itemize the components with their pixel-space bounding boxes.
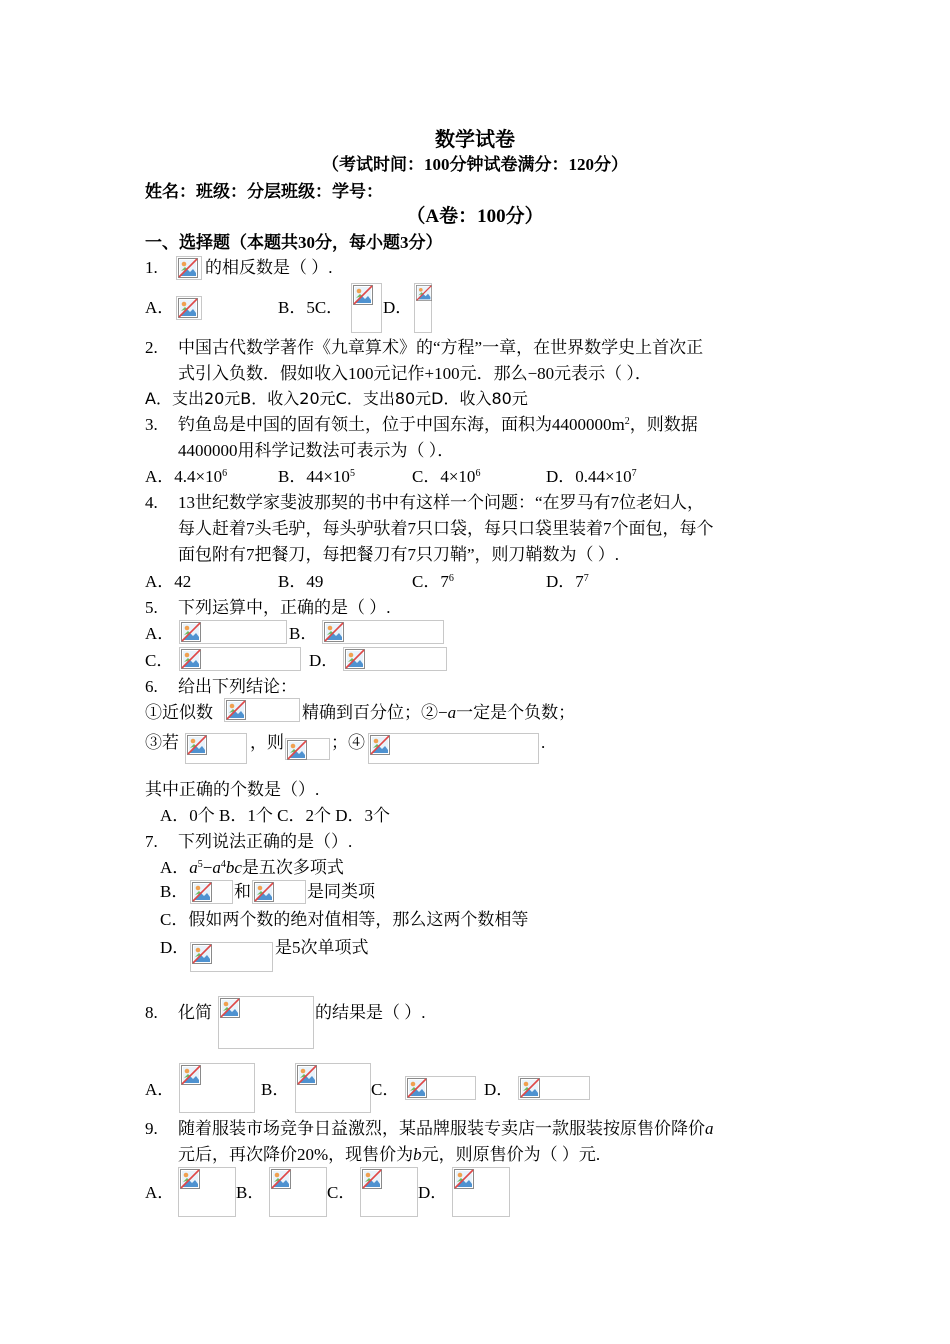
option-a: A．	[145, 298, 175, 317]
formula-image	[224, 698, 300, 722]
volume-heading: （A卷：100分）	[406, 206, 544, 227]
formula-image	[405, 1076, 476, 1100]
page-title: 数学试卷	[435, 129, 515, 151]
options-line: A．支出20元B．收入20元C．支出80元D．收入80元	[145, 389, 528, 408]
formula-image	[190, 880, 233, 904]
formula-image	[414, 283, 432, 333]
option-c: C．假如两个数的绝对值相等，那么这两个数相等	[160, 910, 529, 929]
statement-1-suffix: 精确到百分位；②−a一定是个负数；	[302, 703, 576, 722]
option-a: A．$a^5-a^4bc$是五次多项式	[160, 858, 344, 877]
option-d: D．$0.44\times 10^7$	[546, 467, 637, 486]
student-info: 姓名：班级：分层班级：学号：	[145, 182, 383, 201]
option-a: A．$4.4\times 10^6$	[145, 467, 228, 486]
question-number: 9.	[145, 1119, 158, 1138]
formula-image	[179, 1063, 255, 1113]
question-stem-line: 4400000用科学记数法可表示为（ ）．	[178, 441, 455, 460]
question-prompt: 其中正确的个数是（）.	[145, 780, 320, 799]
question-number: 8.	[145, 1003, 158, 1022]
question-stem-suffix: 的结果是（ ）.	[315, 1003, 426, 1022]
option-d: D．$7^7$	[546, 572, 589, 591]
broken-image-icon	[454, 1169, 474, 1189]
formula-image	[285, 738, 330, 760]
formula-image	[322, 620, 444, 644]
formula-image	[518, 1076, 590, 1100]
section-heading: 一、选择题（本题共30分，每小题3分）	[145, 233, 443, 252]
formula-image	[176, 256, 202, 280]
question-stem-line: 中国古代数学著作《九章算术》的“方程”一章，在世界数学史上首次正	[178, 338, 704, 357]
question-number: 4.	[145, 493, 158, 512]
formula-image	[176, 296, 202, 320]
option-b: B．49	[278, 572, 324, 591]
formula-image	[269, 1167, 327, 1217]
broken-image-icon	[407, 1078, 427, 1098]
broken-image-icon	[178, 258, 198, 278]
broken-image-icon	[254, 882, 274, 902]
option-c: C．	[371, 1080, 400, 1099]
option-a: A．	[145, 1080, 175, 1099]
formula-image	[178, 1167, 236, 1217]
question-number: 3.	[145, 415, 158, 434]
formula-image	[190, 942, 273, 972]
broken-image-icon	[297, 1065, 317, 1085]
formula-image	[368, 733, 539, 764]
broken-image-icon	[324, 622, 344, 642]
option-a: A．	[145, 1183, 175, 1202]
question-stem-line: 面包附有7把餐刀，每把餐刀有7只刀鞘”，则刀鞘数为（ ）.	[178, 545, 620, 564]
statement-3-prefix: ③若	[145, 733, 179, 752]
option-b: B．	[289, 624, 318, 643]
broken-image-icon	[287, 740, 307, 760]
broken-image-icon	[192, 944, 212, 964]
question-number: 1.	[145, 258, 158, 277]
broken-image-icon	[181, 622, 201, 642]
question-stem-line: 每人赶着7头毛驴，每头驴驮着7只口袋，每只口袋里装着7个面包，每个	[178, 519, 714, 538]
broken-image-icon	[178, 298, 198, 318]
option-b-and: 和	[234, 882, 251, 901]
exam-subtitle: （考试时间：100分钟试卷满分：120分）	[322, 155, 628, 174]
broken-image-icon	[271, 1169, 291, 1189]
option-b: B．	[261, 1080, 290, 1099]
option-d: D．	[309, 651, 339, 670]
question-number: 5.	[145, 598, 158, 617]
option-d: D．	[418, 1183, 448, 1202]
option-b: B．$44\times 10^5$	[278, 467, 355, 486]
option-b: B．	[236, 1183, 265, 1202]
formula-image	[295, 1063, 371, 1113]
broken-image-icon	[520, 1078, 540, 1098]
broken-image-icon	[226, 700, 246, 720]
question-stem-line: 元后，再次降价20%，现售价为b元，则原售价为（ ）元.	[178, 1145, 601, 1164]
option-c: C．	[327, 1183, 356, 1202]
option-c: C．$7^6$	[412, 572, 454, 591]
statement-1-prefix: ①近似数	[145, 703, 213, 722]
broken-image-icon	[416, 285, 432, 301]
option-a: A．	[145, 624, 175, 643]
question-number: 6.	[145, 677, 158, 696]
question-stem: 下列运算中，正确的是（ ）.	[178, 598, 391, 617]
question-stem-line: 钓鱼岛是中国的固有领土，位于中国东海，面积为$4400000m^2$，则数据	[178, 415, 698, 434]
option-c: C．	[145, 651, 174, 670]
question-stem-line: 13世纪数学家斐波那契的书中有这样一个问题：“在罗马有7位老妇人，	[178, 493, 705, 512]
option-d: D．	[484, 1080, 514, 1099]
broken-image-icon	[220, 998, 240, 1018]
option-d-end: 是5次单项式	[275, 938, 369, 957]
options-line: A．0个 B．1个 C．2个 D．3个	[160, 806, 390, 825]
option-c: C．$4\times 10^6$	[412, 467, 481, 486]
question-stem: 下列说法正确的是（）.	[178, 832, 353, 851]
broken-image-icon	[181, 1065, 201, 1085]
question-stem: 的相反数是（ ）.	[205, 258, 333, 277]
statement-4-end: .	[541, 733, 546, 752]
formula-image	[351, 283, 382, 333]
broken-image-icon	[362, 1169, 382, 1189]
broken-image-icon	[345, 649, 365, 669]
formula-image	[179, 647, 301, 671]
broken-image-icon	[192, 882, 212, 902]
formula-image	[179, 620, 287, 644]
option-d: D．	[383, 298, 413, 317]
formula-image	[218, 996, 314, 1049]
question-stem-line: 式引入负数．假如收入100元记作+100元．那么−80元表示（ ）．	[178, 364, 652, 383]
question-stem-line: 随着服装市场竞争日益激烈，某品牌服装专卖店一款服装按原售价降价a	[178, 1119, 714, 1138]
question-number: 7.	[145, 832, 158, 851]
broken-image-icon	[353, 285, 373, 305]
broken-image-icon	[370, 735, 390, 755]
formula-image	[452, 1167, 510, 1217]
formula-image	[185, 733, 247, 764]
statement-3-then: ，则	[250, 733, 284, 752]
question-stem-prefix: 化简	[178, 1003, 212, 1022]
option-d-label: D．	[160, 938, 190, 957]
question-number: 2.	[145, 338, 158, 357]
option-b-end: 是同类项	[307, 882, 375, 901]
broken-image-icon	[187, 735, 207, 755]
question-stem: 给出下列结论：	[178, 677, 297, 696]
option-b-c: B．5C．	[278, 298, 344, 317]
broken-image-icon	[180, 1169, 200, 1189]
statement-4-prefix: ；④	[331, 733, 365, 752]
formula-image	[343, 647, 447, 671]
formula-image	[252, 880, 306, 904]
option-a: A．42	[145, 572, 192, 591]
broken-image-icon	[181, 649, 201, 669]
option-b-label: B．	[160, 882, 189, 901]
formula-image	[360, 1167, 418, 1217]
